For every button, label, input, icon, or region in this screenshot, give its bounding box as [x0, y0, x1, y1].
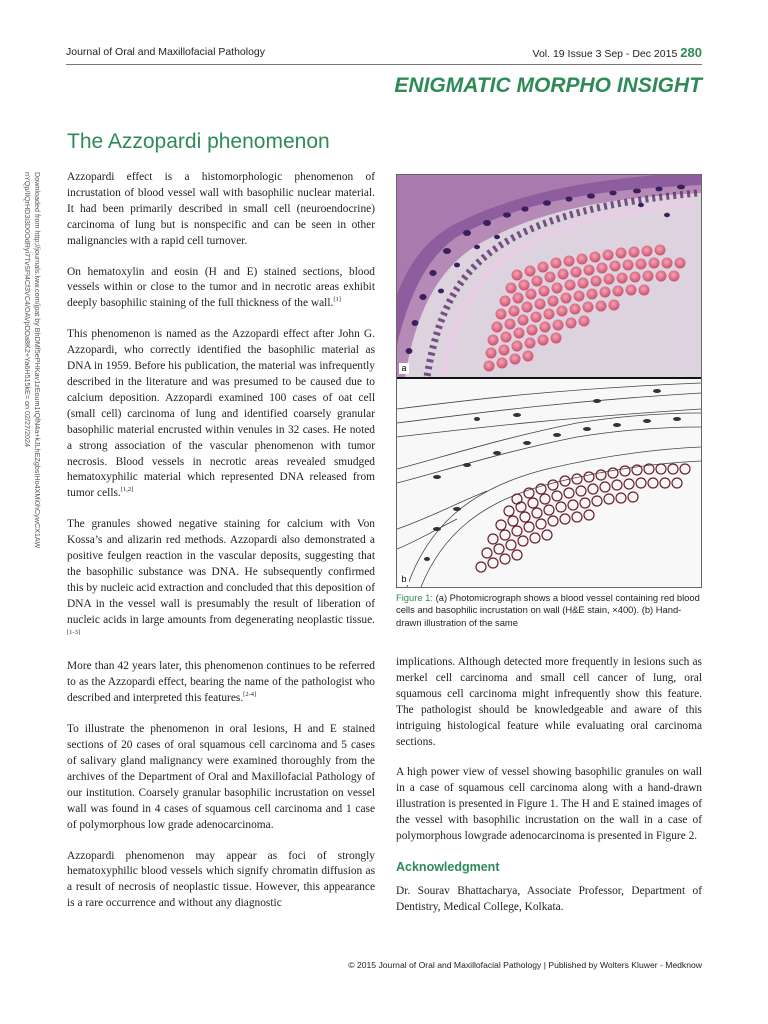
paragraph-2-ref[interactable]: [1]	[333, 296, 341, 304]
page-number: 280	[680, 45, 702, 60]
figure-caption	[396, 592, 702, 629]
footer-copyright: © 2015 Journal of Oral and Maxillofacial Pathology | Published by Wolters Kluwer - Medknow	[348, 960, 702, 970]
figure-caption-label: Figure 1:	[396, 592, 433, 603]
paragraph-8-text: implications. Although detected more frequently in lesions such as merkel cell carcinoma and small cell cancer of lung, oral squamous cell carcinoma might infrequently show this feature. The pathologist should be knowledgeable and aware of this intriguing histological feature while evaluating oral carcinoma sections.	[396, 656, 702, 748]
volume-issue-text: Vol. 19 Issue 3 Sep - Dec 2015	[532, 48, 678, 60]
paragraph-5-ref[interactable]: [2-4]	[243, 691, 257, 699]
right-column	[396, 655, 702, 931]
volume-issue	[533, 45, 702, 60]
article-title: The Azzopardi phenomenon	[67, 130, 330, 153]
panel-a-label: a	[399, 363, 409, 374]
paragraph-3-ref[interactable]: [1,2]	[120, 486, 134, 494]
paragraph-5	[67, 659, 375, 707]
paragraph-8	[396, 655, 702, 750]
paragraph-6	[67, 722, 375, 833]
photomicrograph-image	[397, 175, 701, 377]
paragraph-3	[67, 327, 375, 502]
download-watermark	[4, 172, 44, 592]
paragraph-1-text: Azzopardi effect is a histomorphologic phenomenon of incrustation of blood vessel wall with basophilic nuclear material. It had been primarily described in small cell (neuroendocrine) carcinoma of lung but is nonspecific and can be seen in other malignancies with a rapid cell turnover.	[67, 171, 375, 247]
paragraph-5-text: More than 42 years later, this phenomenon continues to be referred to as the Azzopardi effect, bearing the name of the pathologist who described and interpreted this features.	[67, 660, 375, 705]
paragraph-4-ref[interactable]: [1-3]	[67, 628, 80, 636]
figure-caption-text: (a) Photomicrograph shows a blood vessel containing red blood cells and basophilic incrustation on wall (H&E stain, ×400). (b) Hand-drawn illustration of the same	[396, 592, 700, 628]
paragraph-2	[67, 265, 375, 313]
paragraph-7-text: Azzopardi phenomenon may appear as foci of strongly hematoxyphilic blood vessels which signify chromatin diffusion as a result of necrosis of neoplastic tissue. However, this appearance is a rare occurrence and without any diagnostic	[67, 849, 375, 910]
paragraph-4	[67, 517, 375, 644]
figure-1	[396, 174, 702, 588]
left-column	[67, 170, 375, 927]
paragraph-9-text: A high power view of vessel showing basophilic granules on wall in a case of squamous cell carcinoma along with a hand-drawn illustration is presented in Figure 1. The H and E stained images of the vessel with basophilic incrustation on the wall in a case of polymorphous lowgrade adenocarcinoma is presented in Figure 2.	[396, 766, 702, 843]
paragraph-6-text: To illustrate the phenomenon in oral lesions, H and E stained sections of 20 cases of oral squamous cell carcinoma and 5 cases of salivary gland malignancy were examined thoroughly from the archives of the Department of Oral and Maxillofacial Pathology of our institution. Coarsely granular basophilic incrustation on vessel wall was found in 4 cases of squamous cell carcinoma and 1 case of polymorphous low grade adenocarcinoma.	[67, 723, 375, 831]
paragraph-3-text: This phenomenon is named as the Azzopardi effect after John G. Azzopardi, who correctly identified the basophilic material as DNA in 1959. Before his publication, the material was infrequently described in the literature and was presumed to be caused due to calcium deposition. Azzopardi examined 100 cases of oat cell (small cell) carcinoma of lung and identified coarsely granular basophilic material encrusted within venules in 32 cases. He noted a strong association of the vascular phenomenon with tumor necrosis. Blood vessels in necrotic areas revealed smudged hematoxyphilic material which represented DNA released from tumor cells.	[67, 328, 375, 500]
section-title: ENIGMATIC MORPHO INSIGHT	[394, 74, 702, 97]
paragraph-1	[67, 170, 375, 250]
acknowledgment-heading: Acknowledgment	[396, 859, 500, 874]
header-rule	[66, 64, 702, 65]
acknowledgment-text: Dr. Sourav Bhattacharya, Associate Professor, Department of Dentistry, Medical College, Kolkata.	[396, 884, 702, 913]
journal-name: Journal of Oral and Maxillofacial Pathology	[66, 46, 266, 58]
download-watermark-text: Downloaded from http://journals.lww.com/jpat by BhDMf5ePHKav1zEoum1tQfN4a+kJLhEZgbsIHo4XMi0hCywCX1AW nYQp/IlQrHD3i3D0OdRyi7TvSFl4Cf3VC4/OAVpDDa8K2+Ya6H515kE= on 02/27/2024	[23, 172, 42, 549]
panel-b-label: b	[399, 574, 409, 585]
paragraph-2-text: On hematoxylin and eosin (H and E) stained sections, blood vessels within or close to the tumor and in necrotic areas exhibit deeply basophilic staining of the full thickness of the wall.	[67, 265, 375, 310]
paragraph-9	[396, 765, 702, 845]
paragraph-4-text: The granules showed negative staining for calcium with Von Kossa’s and alizarin red methods. Azzopardi also demonstrated a positive feulgen reaction in the vascular deposits, suggesting that the basophilic substance was DNA. He subsequently confirmed this by nucleic acid extraction and concluded that this deposition of DNA in the vessel wall is presumably the result of liberation of nucleic acids in large amounts from degenerating neoplastic tissue.	[67, 518, 375, 626]
hand-drawn-illustration	[397, 379, 701, 587]
paragraph-7	[67, 849, 375, 913]
illustration-panel-b	[397, 379, 701, 587]
photomicrograph-panel-a	[397, 175, 701, 377]
